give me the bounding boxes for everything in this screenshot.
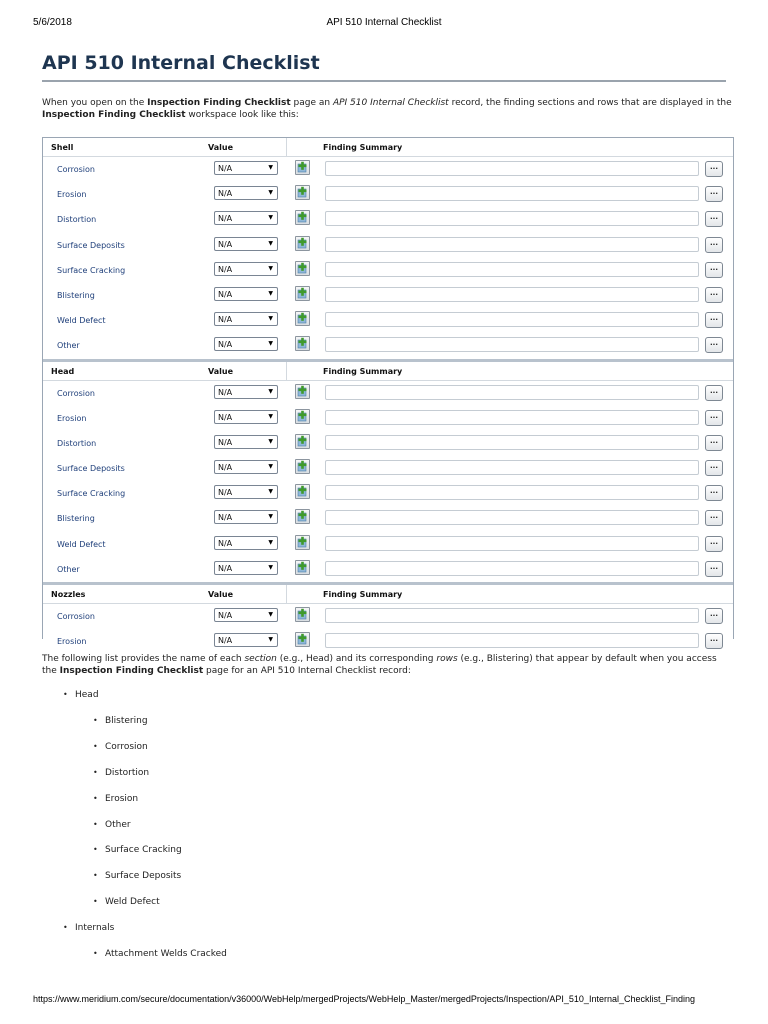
- value-dropdown[interactable]: [214, 186, 278, 200]
- value-dropdown[interactable]: [214, 536, 278, 550]
- ellipsis-button[interactable]: ...: [705, 211, 723, 227]
- outline-row-item: [93, 819, 131, 830]
- add-finding-button[interactable]: [295, 160, 310, 175]
- checklist-row: [43, 604, 733, 629]
- column-divider: [286, 362, 287, 380]
- intro-bold-workspace-name: Inspection Finding Checklist: [42, 110, 186, 120]
- add-finding-icon: [296, 211, 309, 224]
- row-label: Surface Cracking: [57, 489, 126, 499]
- row-label: Other: [57, 564, 80, 574]
- value-dropdown[interactable]: [214, 337, 278, 351]
- add-finding-icon: [296, 337, 309, 350]
- section-head: [43, 362, 733, 586]
- row-label: Corrosion: [57, 165, 95, 174]
- row-label: Erosion: [57, 637, 87, 647]
- value-dropdown[interactable]: [214, 510, 278, 524]
- add-finding-button[interactable]: [295, 336, 310, 351]
- chevron-down-icon: ▼: [268, 437, 273, 445]
- row-label: Surface Cracking: [57, 265, 126, 275]
- value-dropdown[interactable]: [214, 435, 278, 449]
- chevron-down-icon: ▼: [268, 239, 273, 247]
- list-intro-italic-rows: rows: [436, 654, 458, 664]
- bullet-icon: •: [93, 845, 98, 855]
- outline-item-label: Other: [105, 819, 131, 830]
- intro-bold-page-name: Inspection Finding Checklist: [147, 98, 291, 108]
- outline-item-label: Internals: [75, 923, 115, 934]
- outline-row-item: [93, 871, 182, 882]
- chevron-down-icon: ▼: [268, 315, 273, 323]
- section-name: Nozzles: [51, 590, 86, 599]
- chevron-down-icon: ▼: [268, 412, 273, 420]
- outline-item-label: Surface Deposits: [105, 871, 182, 882]
- bullet-icon: •: [93, 819, 98, 829]
- row-label: Erosion: [57, 413, 87, 423]
- column-divider: [286, 585, 287, 603]
- section-header: [43, 362, 733, 381]
- outline-item-label: Erosion: [105, 793, 139, 804]
- checklist-row: [43, 406, 733, 431]
- chevron-down-icon: ▼: [268, 189, 273, 197]
- bullet-icon: •: [93, 793, 98, 803]
- value-column-header: Value: [208, 143, 234, 152]
- value-dropdown[interactable]: [214, 410, 278, 424]
- value-dropdown[interactable]: [214, 608, 278, 622]
- chevron-down-icon: ▼: [268, 289, 273, 297]
- row-label: Distortion: [57, 438, 97, 448]
- finding-summary-input[interactable]: [325, 385, 699, 400]
- add-finding-button[interactable]: [295, 185, 310, 200]
- add-finding-button[interactable]: [295, 560, 310, 575]
- list-intro-paragraph: [42, 653, 732, 677]
- ellipsis-button[interactable]: ...: [705, 161, 723, 177]
- finding-summary-input[interactable]: [325, 337, 699, 352]
- intro-text: page an: [290, 98, 333, 108]
- value-dropdown[interactable]: [214, 485, 278, 499]
- add-finding-icon: [296, 608, 309, 621]
- finding-summary-input[interactable]: [325, 633, 699, 648]
- add-finding-button[interactable]: [295, 459, 310, 474]
- value-dropdown[interactable]: [214, 262, 278, 276]
- add-finding-icon: [296, 312, 309, 325]
- chevron-down-icon: ▼: [268, 164, 273, 171]
- checklist-row: [43, 557, 733, 582]
- add-finding-button[interactable]: [295, 607, 310, 622]
- add-finding-icon: [296, 561, 309, 574]
- list-intro-text: (e.g., Blistering) that appear by default when you access the: [42, 654, 717, 676]
- row-label: Corrosion: [57, 388, 95, 398]
- value-selected: N/A: [218, 264, 233, 274]
- finding-summary-input[interactable]: [325, 211, 699, 226]
- finding-summary-input[interactable]: [325, 561, 699, 576]
- section-nozzles: [43, 585, 733, 654]
- intro-text: workspace look like this:: [185, 110, 299, 120]
- add-finding-button[interactable]: [295, 286, 310, 301]
- add-finding-icon: [296, 485, 309, 498]
- ellipsis-button[interactable]: ...: [705, 312, 723, 328]
- finding-summary-input[interactable]: [325, 460, 699, 475]
- section-name: Head: [51, 366, 75, 376]
- checklist-row: [43, 182, 733, 207]
- add-finding-button[interactable]: [295, 484, 310, 499]
- finding-summary-column-header: Finding Summary: [323, 590, 403, 599]
- row-label: Weld Defect: [57, 316, 106, 326]
- ellipsis-button[interactable]: ...: [705, 485, 723, 501]
- add-finding-icon: [296, 536, 309, 549]
- value-column-header: Value: [208, 590, 234, 599]
- outline-row-item: [93, 767, 150, 778]
- bullet-icon: •: [93, 741, 98, 751]
- outline-section-item: [63, 923, 115, 934]
- value-dropdown[interactable]: [214, 312, 278, 326]
- ellipsis-button[interactable]: ...: [705, 561, 723, 577]
- value-dropdown[interactable]: [214, 161, 278, 175]
- list-intro-text: The following list provides the name of each: [42, 654, 245, 664]
- outline-section-item: [63, 690, 99, 700]
- row-label: Erosion: [57, 190, 87, 200]
- checklist-row: [43, 233, 733, 258]
- value-selected: N/A: [218, 412, 233, 422]
- finding-summary-input[interactable]: [325, 287, 699, 302]
- intro-italic-record-name: API 510 Internal Checklist: [332, 98, 449, 108]
- add-finding-icon: [296, 435, 309, 448]
- chevron-down-icon: ▼: [268, 611, 273, 618]
- ellipsis-button[interactable]: ...: [705, 385, 723, 401]
- value-selected: N/A: [218, 340, 233, 350]
- add-finding-button[interactable]: [295, 632, 310, 647]
- add-finding-icon: [296, 410, 309, 423]
- outline-row-item: [93, 793, 139, 804]
- ellipsis-button[interactable]: ...: [705, 608, 723, 624]
- row-label: Blistering: [57, 290, 95, 300]
- value-dropdown[interactable]: [214, 633, 278, 647]
- section-shell: [43, 138, 733, 362]
- finding-checklist-grid: [42, 137, 734, 647]
- outline-row-item: [93, 845, 182, 856]
- finding-summary-column-header: Finding Summary: [323, 143, 403, 152]
- value-dropdown[interactable]: [214, 287, 278, 301]
- row-label: Other: [57, 341, 80, 351]
- value-selected: N/A: [218, 214, 233, 224]
- ellipsis-button[interactable]: ...: [705, 287, 723, 303]
- ellipsis-button[interactable]: ...: [705, 510, 723, 526]
- column-divider: [286, 138, 287, 156]
- value-dropdown[interactable]: [214, 561, 278, 575]
- add-finding-button[interactable]: [295, 261, 310, 276]
- outline-row-item: [93, 949, 227, 959]
- bullet-icon: •: [93, 949, 98, 958]
- ellipsis-button[interactable]: ...: [705, 337, 723, 353]
- finding-summary-input[interactable]: [325, 510, 699, 525]
- intro-paragraph: [42, 97, 732, 121]
- print-footer-url: https://www.meridium.com/secure/documentation/v36000/WebHelp/mergedProjects/WebHelp_Master/mergedProjects/Inspection/API_510_Internal_Checklist_Finding: [33, 994, 695, 1004]
- checklist-row: [43, 481, 733, 506]
- chevron-down-icon: ▼: [268, 538, 273, 546]
- chevron-down-icon: ▼: [268, 563, 273, 571]
- add-finding-icon: [296, 633, 309, 646]
- finding-summary-column-header: Finding Summary: [323, 366, 403, 376]
- row-label: Distortion: [57, 215, 97, 225]
- chevron-down-icon: ▼: [268, 488, 273, 496]
- chevron-down-icon: ▼: [268, 387, 273, 395]
- value-selected: N/A: [218, 563, 233, 573]
- checklist-row: [43, 258, 733, 283]
- add-finding-button[interactable]: [295, 311, 310, 326]
- bullet-icon: •: [93, 871, 98, 881]
- list-intro-bold-page-name: Inspection Finding Checklist: [59, 666, 204, 676]
- outline-row-item: [93, 897, 160, 908]
- finding-summary-input[interactable]: [325, 186, 699, 201]
- ellipsis-button[interactable]: ...: [705, 262, 723, 278]
- value-dropdown[interactable]: [214, 385, 278, 399]
- finding-summary-input[interactable]: [325, 435, 699, 450]
- add-finding-icon: [296, 262, 309, 275]
- finding-summary-input[interactable]: [325, 312, 699, 327]
- outline-item-label: Attachment Welds Cracked: [105, 949, 227, 959]
- ellipsis-button[interactable]: ...: [705, 410, 723, 426]
- ellipsis-button[interactable]: ...: [705, 186, 723, 202]
- row-label: Surface Deposits: [57, 464, 125, 474]
- bullet-icon: •: [63, 690, 68, 699]
- checklist-row: [43, 456, 733, 481]
- add-finding-button[interactable]: [295, 535, 310, 550]
- finding-summary-input[interactable]: [325, 608, 699, 623]
- add-finding-icon: [296, 460, 309, 473]
- add-finding-button[interactable]: [295, 236, 310, 251]
- ellipsis-button[interactable]: ...: [705, 536, 723, 552]
- value-selected: N/A: [218, 611, 233, 620]
- add-finding-button[interactable]: [295, 409, 310, 424]
- add-finding-button[interactable]: [295, 210, 310, 225]
- checklist-row: [43, 157, 733, 182]
- row-label: Weld Defect: [57, 539, 106, 549]
- page-title: API 510 Internal Checklist: [42, 52, 726, 82]
- section-header: [43, 138, 733, 157]
- value-selected: N/A: [218, 513, 233, 523]
- add-finding-icon: [296, 237, 309, 250]
- row-label: Blistering: [57, 514, 95, 524]
- checklist-row: [43, 283, 733, 308]
- checklist-row: [43, 431, 733, 456]
- add-finding-icon: [296, 385, 309, 398]
- value-selected: N/A: [218, 315, 233, 325]
- ellipsis-button[interactable]: ...: [705, 237, 723, 253]
- checklist-row: [43, 532, 733, 557]
- bullet-icon: •: [93, 897, 98, 907]
- value-selected: N/A: [218, 387, 233, 397]
- add-finding-icon: [296, 161, 309, 174]
- ellipsis-button[interactable]: ...: [705, 460, 723, 476]
- value-selected: N/A: [218, 239, 233, 249]
- value-selected: N/A: [218, 488, 233, 498]
- value-selected: N/A: [218, 463, 233, 473]
- checklist-row: [43, 629, 733, 654]
- bullet-icon: •: [93, 715, 98, 725]
- list-intro-text: page for an API 510 Internal Checklist record:: [203, 666, 411, 676]
- finding-summary-input[interactable]: [325, 237, 699, 252]
- ellipsis-button[interactable]: ...: [705, 633, 723, 649]
- chevron-down-icon: ▼: [268, 636, 273, 644]
- print-title: API 510 Internal Checklist: [326, 17, 442, 28]
- section-name: Shell: [51, 143, 74, 152]
- value-selected: N/A: [218, 164, 233, 173]
- value-dropdown[interactable]: [214, 237, 278, 251]
- value-column-header: Value: [208, 366, 234, 376]
- value-selected: N/A: [218, 189, 233, 199]
- value-selected: N/A: [218, 538, 233, 548]
- print-date: 5/6/2018: [33, 17, 72, 28]
- checklist-row: [43, 207, 733, 232]
- chevron-down-icon: ▼: [268, 513, 273, 521]
- intro-text: When you open on the: [42, 98, 148, 108]
- add-finding-button[interactable]: [295, 434, 310, 449]
- outline-row-item: [93, 715, 148, 726]
- intro-text: record, the finding sections and rows that are displayed in the: [448, 98, 732, 108]
- checklist-row: [43, 381, 733, 406]
- outline-item-label: Corrosion: [105, 741, 148, 752]
- add-finding-button[interactable]: [295, 509, 310, 524]
- chevron-down-icon: ▼: [268, 463, 273, 471]
- value-selected: N/A: [218, 437, 233, 447]
- finding-summary-input[interactable]: [325, 536, 699, 551]
- add-finding-button[interactable]: [295, 384, 310, 399]
- outline-row-item: [93, 741, 148, 752]
- chevron-down-icon: ▼: [268, 264, 273, 272]
- add-finding-icon: [296, 287, 309, 300]
- bullet-icon: •: [93, 767, 98, 777]
- outline-item-label: Head: [75, 690, 99, 700]
- finding-summary-input[interactable]: [325, 161, 699, 176]
- value-selected: N/A: [218, 289, 233, 299]
- add-finding-icon: [296, 510, 309, 523]
- ellipsis-button[interactable]: ...: [705, 435, 723, 451]
- checklist-row: [43, 506, 733, 531]
- outline-item-label: Distortion: [105, 767, 150, 778]
- row-label: Surface Deposits: [57, 240, 125, 250]
- add-finding-icon: [296, 186, 309, 199]
- outline-item-label: Surface Cracking: [105, 845, 182, 856]
- value-dropdown[interactable]: [214, 211, 278, 225]
- outline-item-label: Blistering: [105, 715, 148, 726]
- list-intro-text: (e.g., Head) and its corresponding: [276, 654, 437, 664]
- section-header: [43, 585, 733, 604]
- finding-summary-input[interactable]: [325, 410, 699, 425]
- bullet-icon: •: [63, 923, 68, 933]
- row-label: Corrosion: [57, 612, 95, 621]
- outline-item-label: Weld Defect: [105, 897, 160, 908]
- chevron-down-icon: ▼: [268, 214, 273, 222]
- finding-summary-input[interactable]: [325, 262, 699, 277]
- checklist-row: [43, 308, 733, 333]
- finding-summary-input[interactable]: [325, 485, 699, 500]
- checklist-row: [43, 333, 733, 358]
- value-dropdown[interactable]: [214, 460, 278, 474]
- value-selected: N/A: [218, 636, 233, 646]
- chevron-down-icon: ▼: [268, 340, 273, 348]
- list-intro-italic-section: section: [244, 654, 277, 664]
- print-header: [0, 17, 768, 31]
